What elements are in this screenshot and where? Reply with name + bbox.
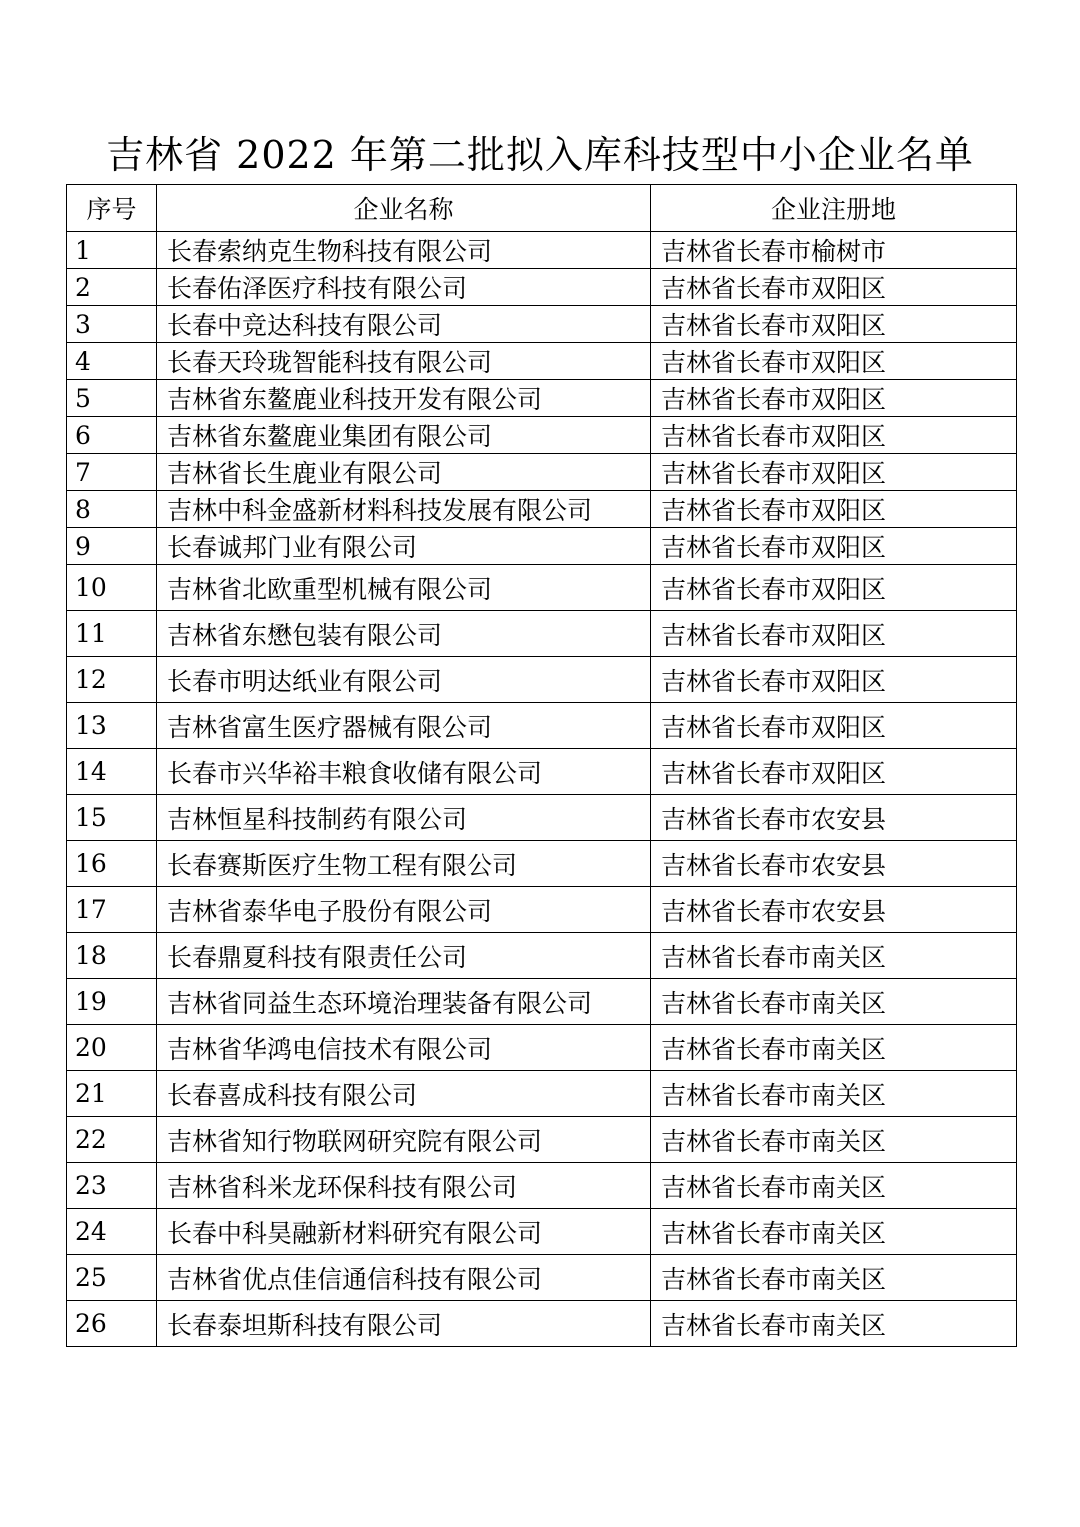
registration-location: 吉林省长春市双阳区 <box>651 749 1017 795</box>
table-row <box>67 1163 1017 1209</box>
table-row <box>67 1255 1017 1301</box>
table-row <box>67 343 1017 380</box>
table-row <box>67 454 1017 491</box>
registration-location: 吉林省长春市双阳区 <box>651 454 1017 491</box>
company-name: 吉林省科米龙环保科技有限公司 <box>157 1163 651 1209</box>
registration-location: 吉林省长春市双阳区 <box>651 611 1017 657</box>
table-row <box>67 306 1017 343</box>
registration-location: 吉林省长春市农安县 <box>651 887 1017 933</box>
registration-location: 吉林省长春市双阳区 <box>651 306 1017 343</box>
company-name: 长春喜成科技有限公司 <box>157 1071 651 1117</box>
row-index: 7 <box>67 454 157 491</box>
registration-location: 吉林省长春市南关区 <box>651 933 1017 979</box>
row-index: 16 <box>67 841 157 887</box>
header-company-name: 企业名称 <box>157 185 651 232</box>
table-header <box>67 185 1017 232</box>
row-index: 2 <box>67 269 157 306</box>
row-index: 17 <box>67 887 157 933</box>
company-name: 长春索纳克生物科技有限公司 <box>157 232 651 269</box>
header-row <box>67 185 1017 232</box>
company-name: 长春泰坦斯科技有限公司 <box>157 1301 651 1347</box>
table-row <box>67 269 1017 306</box>
table-row <box>67 528 1017 565</box>
row-index: 19 <box>67 979 157 1025</box>
row-index: 23 <box>67 1163 157 1209</box>
row-index: 22 <box>67 1117 157 1163</box>
table-row <box>67 933 1017 979</box>
company-name: 长春赛斯医疗生物工程有限公司 <box>157 841 651 887</box>
company-name: 吉林省优点佳信通信科技有限公司 <box>157 1255 651 1301</box>
table-row <box>67 979 1017 1025</box>
row-index: 18 <box>67 933 157 979</box>
table-row <box>67 491 1017 528</box>
row-index: 26 <box>67 1301 157 1347</box>
row-index: 13 <box>67 703 157 749</box>
row-index: 14 <box>67 749 157 795</box>
company-name: 长春诚邦门业有限公司 <box>157 528 651 565</box>
registration-location: 吉林省长春市双阳区 <box>651 657 1017 703</box>
row-index: 24 <box>67 1209 157 1255</box>
row-index: 8 <box>67 491 157 528</box>
table-row <box>67 841 1017 887</box>
company-name: 吉林省华鸿电信技术有限公司 <box>157 1025 651 1071</box>
registration-location: 吉林省长春市双阳区 <box>651 491 1017 528</box>
company-name: 吉林省东懋包装有限公司 <box>157 611 651 657</box>
company-name: 吉林省东鳌鹿业科技开发有限公司 <box>157 380 651 417</box>
table-body <box>67 232 1017 1347</box>
company-name: 吉林省北欧重型机械有限公司 <box>157 565 651 611</box>
company-name: 吉林中科金盛新材料科技发展有限公司 <box>157 491 651 528</box>
registration-location: 吉林省长春市双阳区 <box>651 343 1017 380</box>
row-index: 1 <box>67 232 157 269</box>
company-name: 长春市兴华裕丰粮食收储有限公司 <box>157 749 651 795</box>
company-name: 吉林省同益生态环境治理装备有限公司 <box>157 979 651 1025</box>
table-row <box>67 565 1017 611</box>
table-row <box>67 232 1017 269</box>
company-name: 长春中科昊融新材料研究有限公司 <box>157 1209 651 1255</box>
enterprise-table <box>66 184 1017 1347</box>
registration-location: 吉林省长春市南关区 <box>651 979 1017 1025</box>
row-index: 11 <box>67 611 157 657</box>
table-row <box>67 611 1017 657</box>
company-name: 吉林省长生鹿业有限公司 <box>157 454 651 491</box>
row-index: 25 <box>67 1255 157 1301</box>
registration-location: 吉林省长春市南关区 <box>651 1301 1017 1347</box>
row-index: 9 <box>67 528 157 565</box>
page-title: 吉林省 2022 年第二批拟入库科技型中小企业名单 <box>106 133 974 177</box>
table-row <box>67 380 1017 417</box>
table-row <box>67 1301 1017 1347</box>
company-name: 长春鼎夏科技有限责任公司 <box>157 933 651 979</box>
registration-location: 吉林省长春市双阳区 <box>651 417 1017 454</box>
table-row <box>67 1025 1017 1071</box>
row-index: 4 <box>67 343 157 380</box>
table-row <box>67 1117 1017 1163</box>
header-index: 序号 <box>67 185 157 232</box>
registration-location: 吉林省长春市南关区 <box>651 1163 1017 1209</box>
row-index: 6 <box>67 417 157 454</box>
company-name: 长春佑泽医疗科技有限公司 <box>157 269 651 306</box>
row-index: 20 <box>67 1025 157 1071</box>
row-index: 12 <box>67 657 157 703</box>
company-name: 吉林省富生医疗器械有限公司 <box>157 703 651 749</box>
registration-location: 吉林省长春市南关区 <box>651 1209 1017 1255</box>
company-name: 吉林省东鳌鹿业集团有限公司 <box>157 417 651 454</box>
registration-location: 吉林省长春市双阳区 <box>651 565 1017 611</box>
table-row <box>67 657 1017 703</box>
header-registration-location: 企业注册地 <box>651 185 1017 232</box>
registration-location: 吉林省长春市双阳区 <box>651 269 1017 306</box>
company-name: 长春天玲珑智能科技有限公司 <box>157 343 651 380</box>
registration-location: 吉林省长春市南关区 <box>651 1255 1017 1301</box>
company-name: 吉林省知行物联网研究院有限公司 <box>157 1117 651 1163</box>
table-row <box>67 749 1017 795</box>
table-row <box>67 795 1017 841</box>
registration-location: 吉林省长春市双阳区 <box>651 528 1017 565</box>
row-index: 5 <box>67 380 157 417</box>
registration-location: 吉林省长春市南关区 <box>651 1117 1017 1163</box>
registration-location: 吉林省长春市南关区 <box>651 1025 1017 1071</box>
row-index: 21 <box>67 1071 157 1117</box>
row-index: 3 <box>67 306 157 343</box>
company-name: 吉林省泰华电子股份有限公司 <box>157 887 651 933</box>
row-index: 15 <box>67 795 157 841</box>
company-name: 吉林恒星科技制药有限公司 <box>157 795 651 841</box>
registration-location: 吉林省长春市农安县 <box>651 841 1017 887</box>
table-row <box>67 1209 1017 1255</box>
registration-location: 吉林省长春市南关区 <box>651 1071 1017 1117</box>
registration-location: 吉林省长春市榆树市 <box>651 232 1017 269</box>
row-index: 10 <box>67 565 157 611</box>
company-name: 长春中竞达科技有限公司 <box>157 306 651 343</box>
registration-location: 吉林省长春市双阳区 <box>651 380 1017 417</box>
table-row <box>67 703 1017 749</box>
registration-location: 吉林省长春市双阳区 <box>651 703 1017 749</box>
registration-location: 吉林省长春市农安县 <box>651 795 1017 841</box>
table-row <box>67 887 1017 933</box>
table-row <box>67 417 1017 454</box>
company-name: 长春市明达纸业有限公司 <box>157 657 651 703</box>
table-row <box>67 1071 1017 1117</box>
